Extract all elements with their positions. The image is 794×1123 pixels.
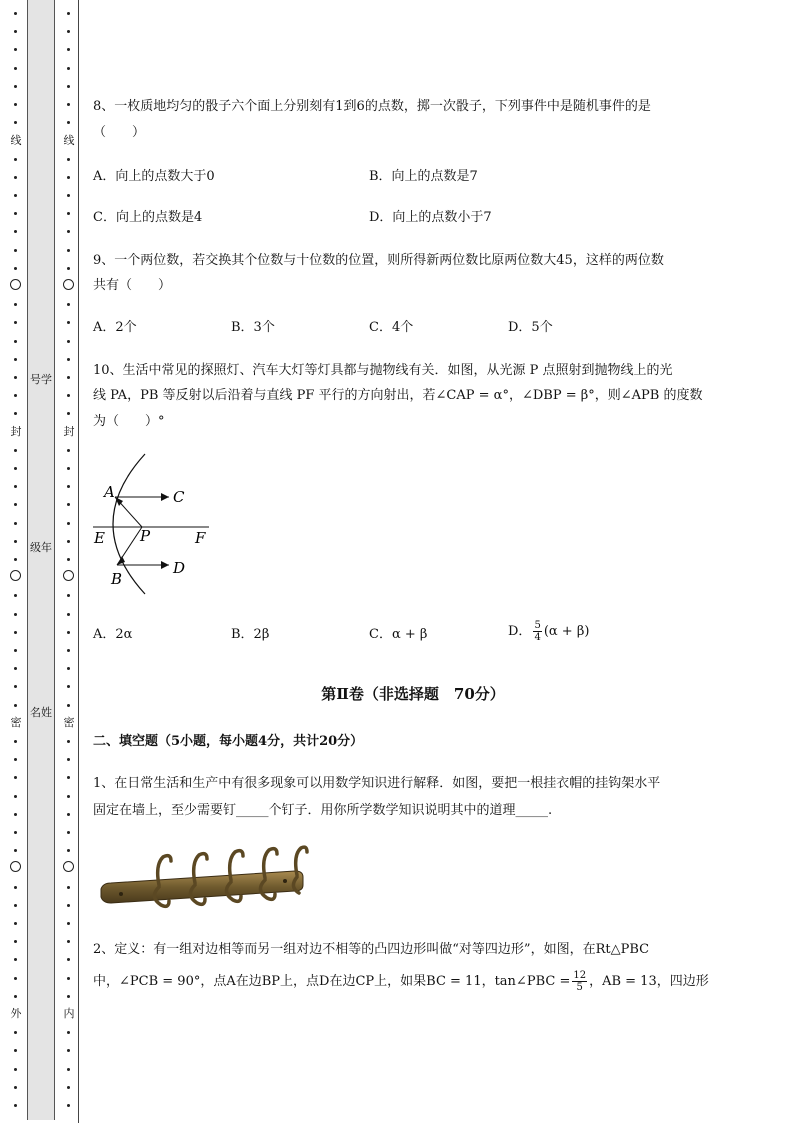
dot-icon	[14, 1104, 17, 1107]
question-10-option-b: B．2β	[231, 627, 270, 642]
dot-icon	[14, 1031, 17, 1034]
dot-icon	[14, 958, 17, 961]
dot-icon	[67, 212, 70, 215]
dot-icon	[67, 121, 70, 124]
circle-mark-icon	[10, 861, 21, 872]
figure-label-p: P	[140, 527, 151, 545]
fill-question-2-line2	[93, 970, 709, 993]
question-9-option-c: C．4个	[369, 320, 414, 335]
dot-icon	[67, 358, 70, 361]
dot-icon	[67, 249, 70, 252]
seal-seal-inner: 封	[61, 423, 77, 439]
dot-icon	[14, 594, 17, 597]
dot-icon	[67, 267, 70, 270]
dot-icon	[67, 1031, 70, 1034]
fraction-numerator: 12	[573, 970, 587, 981]
dot-icon	[14, 67, 17, 70]
dot-icon	[67, 594, 70, 597]
dot-icon	[67, 940, 70, 943]
fill-question-2-line2-a: 中，∠PCB = 90°，点A在边BP上，点D在边CP上，如果BC = 11，tan∠PBC =	[93, 974, 571, 989]
dot-icon	[67, 995, 70, 998]
dot-icon	[67, 503, 70, 506]
dot-icon	[14, 12, 17, 15]
parabola-reflection-figure	[93, 452, 218, 597]
dot-icon	[14, 449, 17, 452]
dot-icon	[14, 522, 17, 525]
dot-icon	[67, 394, 70, 397]
dot-icon	[14, 758, 17, 761]
option-d-prefix: D．	[508, 624, 532, 639]
dot-icon	[67, 704, 70, 707]
dot-icon	[14, 48, 17, 51]
dot-icon	[14, 977, 17, 980]
fill-question-1-line2: 固定在墙上，至少需要钉_____个钉子．用你所学数学知识说明其中的道理_____.	[93, 803, 553, 818]
binding-margin	[0, 0, 82, 1123]
question-10-line1: 10、生活中常见的探照灯、汽车大灯等灯具都与抛物线有关．如图，从光源 P 点照射到抛物线上的光	[93, 363, 673, 378]
dot-icon	[67, 1049, 70, 1052]
question-10-option-a: A．2α	[93, 627, 133, 642]
dot-icon	[14, 795, 17, 798]
fill-in-section-heading: 二、填空题（5小题，每小题4分，共计20分）	[93, 734, 364, 749]
dot-icon	[67, 849, 70, 852]
dot-icon	[67, 1068, 70, 1071]
seal-outside: 外	[8, 1005, 24, 1021]
dot-icon	[14, 358, 17, 361]
dot-icon	[14, 995, 17, 998]
dot-icon	[67, 340, 70, 343]
question-8-option-b: B．向上的点数是7	[369, 169, 478, 184]
dot-icon	[67, 958, 70, 961]
dot-icon	[67, 922, 70, 925]
dot-icon	[14, 631, 17, 634]
figure-label-f: F	[195, 529, 206, 547]
fraction-denominator: 4	[534, 632, 541, 643]
dot-icon	[14, 813, 17, 816]
dot-icon	[14, 904, 17, 907]
question-8-paren: （ ）	[93, 125, 146, 140]
question-10-line2: 线 PA，PB 等反射以后沿着与直线 PF 平行的方向射出，若∠CAP = α°，∠DBP = β°，则∠APB 的度数	[93, 388, 703, 403]
dot-icon	[67, 12, 70, 15]
dot-icon	[14, 321, 17, 324]
dot-icon	[14, 303, 17, 306]
dot-icon	[67, 485, 70, 488]
dot-icon	[67, 467, 70, 470]
circle-mark-icon	[10, 279, 21, 290]
dot-icon	[14, 103, 17, 106]
dot-icon	[67, 376, 70, 379]
fill-question-2-line2-b: ，AB = 13，四边形	[589, 974, 709, 989]
student-info-strip	[27, 0, 55, 1120]
dot-icon	[14, 831, 17, 834]
label-grade: 级年	[30, 541, 52, 554]
fraction-twelve-fifths	[572, 970, 587, 993]
dot-icon	[14, 940, 17, 943]
question-10-option-d	[508, 620, 589, 643]
dot-icon	[67, 813, 70, 816]
dot-icon	[67, 67, 70, 70]
seal-line-outer: 线	[8, 132, 24, 148]
dot-icon	[14, 394, 17, 397]
dot-icon	[14, 704, 17, 707]
dot-icon	[14, 230, 17, 233]
dot-icon	[14, 685, 17, 688]
figure-label-b: B	[111, 570, 123, 588]
dot-icon	[14, 886, 17, 889]
circle-mark-icon	[63, 861, 74, 872]
fraction-five-fourths	[533, 620, 541, 643]
dot-icon	[67, 103, 70, 106]
dot-icon	[14, 776, 17, 779]
dot-icon	[14, 158, 17, 161]
margin-border-line	[78, 0, 79, 1123]
dot-icon	[67, 886, 70, 889]
dot-icon	[67, 158, 70, 161]
dot-icon	[67, 522, 70, 525]
dot-icon	[14, 194, 17, 197]
label-name: 名姓	[30, 706, 52, 719]
dot-icon	[14, 667, 17, 670]
circle-mark-icon	[63, 279, 74, 290]
fraction-numerator: 5	[534, 620, 541, 631]
dot-icon	[67, 740, 70, 743]
figure-label-c: C	[173, 488, 185, 506]
fill-question-1-line1: 1、在日常生活和生产中有很多现象可以用数学知识进行解释．如图，要把一根挂衣帽的挂钩架水平	[93, 776, 661, 791]
dot-icon	[14, 540, 17, 543]
circle-mark-icon	[63, 570, 74, 581]
dot-icon	[67, 85, 70, 88]
dot-icon	[14, 849, 17, 852]
dot-icon	[67, 1086, 70, 1089]
fraction-denominator: 5	[576, 982, 583, 993]
dot-icon	[67, 230, 70, 233]
dot-icon	[67, 613, 70, 616]
dot-icon	[14, 558, 17, 561]
dot-icon	[14, 267, 17, 270]
dot-icon	[14, 376, 17, 379]
question-9-option-a: A．2个	[93, 320, 137, 335]
dot-icon	[14, 30, 17, 33]
dot-icon	[67, 1104, 70, 1107]
question-9-stem: 9、一个两位数，若交换其个位数与十位数的位置，则所得新两位数比原两位数大45，这样的两位数	[93, 253, 664, 268]
part-2-title: 第Ⅱ卷（非选择题 70分）	[321, 685, 505, 703]
arrow-ac-icon	[161, 493, 169, 501]
dot-icon	[67, 685, 70, 688]
question-8-option-a: A．向上的点数大于0	[93, 169, 215, 184]
dot-icon	[67, 558, 70, 561]
dot-icon	[14, 121, 17, 124]
dot-icon	[14, 1086, 17, 1089]
outer-dotted-line	[11, 0, 21, 1123]
dot-icon	[67, 904, 70, 907]
dot-icon	[67, 449, 70, 452]
seal-seal-outer: 封	[8, 423, 24, 439]
dot-icon	[67, 321, 70, 324]
figure-label-d: D	[173, 559, 186, 577]
dot-icon	[67, 776, 70, 779]
dot-icon	[14, 613, 17, 616]
dot-icon	[67, 631, 70, 634]
seal-inside: 内	[61, 1005, 77, 1021]
dot-icon	[14, 85, 17, 88]
question-8-option-c: C．向上的点数是4	[93, 210, 203, 225]
figure-label-e: E	[94, 529, 105, 547]
dot-icon	[14, 212, 17, 215]
dot-icon	[14, 249, 17, 252]
question-9-option-b: B．3个	[231, 320, 275, 335]
dot-icon	[67, 831, 70, 834]
dot-icon	[67, 649, 70, 652]
fill-question-2-line1: 2、定义：有一组对边相等而另一组对边不相等的凸四边形叫做“对等四边形”，如图，在Rt△PBC	[93, 942, 650, 957]
label-student-number: 号学	[30, 373, 52, 386]
dot-icon	[14, 485, 17, 488]
question-10-line3: 为（ ）°	[93, 414, 165, 429]
question-9-line2: 共有（ ）	[93, 278, 172, 293]
option-d-suffix: (α + β)	[543, 624, 590, 639]
dot-icon	[14, 649, 17, 652]
question-9-option-d: D．5个	[508, 320, 553, 335]
seal-secret-inner: 密	[61, 714, 77, 730]
dot-icon	[67, 977, 70, 980]
figure-label-a: A	[104, 483, 115, 501]
dot-icon	[14, 176, 17, 179]
dot-icon	[67, 30, 70, 33]
question-8-option-d: D．向上的点数小于7	[369, 210, 492, 225]
seal-secret-outer: 密	[8, 714, 24, 730]
dot-icon	[67, 795, 70, 798]
dot-icon	[14, 922, 17, 925]
dot-icon	[67, 194, 70, 197]
dot-icon	[67, 758, 70, 761]
circle-mark-icon	[10, 570, 21, 581]
dot-icon	[14, 467, 17, 470]
question-10-option-c: C．α + β	[369, 627, 428, 642]
dot-icon	[14, 740, 17, 743]
seal-line-inner: 线	[61, 132, 77, 148]
dot-icon	[14, 340, 17, 343]
dot-icon	[67, 48, 70, 51]
dot-icon	[14, 503, 17, 506]
dot-icon	[67, 540, 70, 543]
dot-icon	[67, 303, 70, 306]
dot-icon	[67, 667, 70, 670]
dot-icon	[67, 176, 70, 179]
question-8-stem: 8、一枚质地均匀的骰子六个面上分别刻有1到6的点数，掷一次骰子，下列事件中是随机事件的是	[93, 99, 651, 114]
dot-icon	[14, 1068, 17, 1071]
coat-hook-rack-image	[99, 845, 309, 920]
dot-icon	[67, 412, 70, 415]
dot-icon	[14, 1049, 17, 1052]
arrow-bd-icon	[161, 561, 169, 569]
dot-icon	[14, 412, 17, 415]
inner-dotted-line	[64, 0, 74, 1123]
